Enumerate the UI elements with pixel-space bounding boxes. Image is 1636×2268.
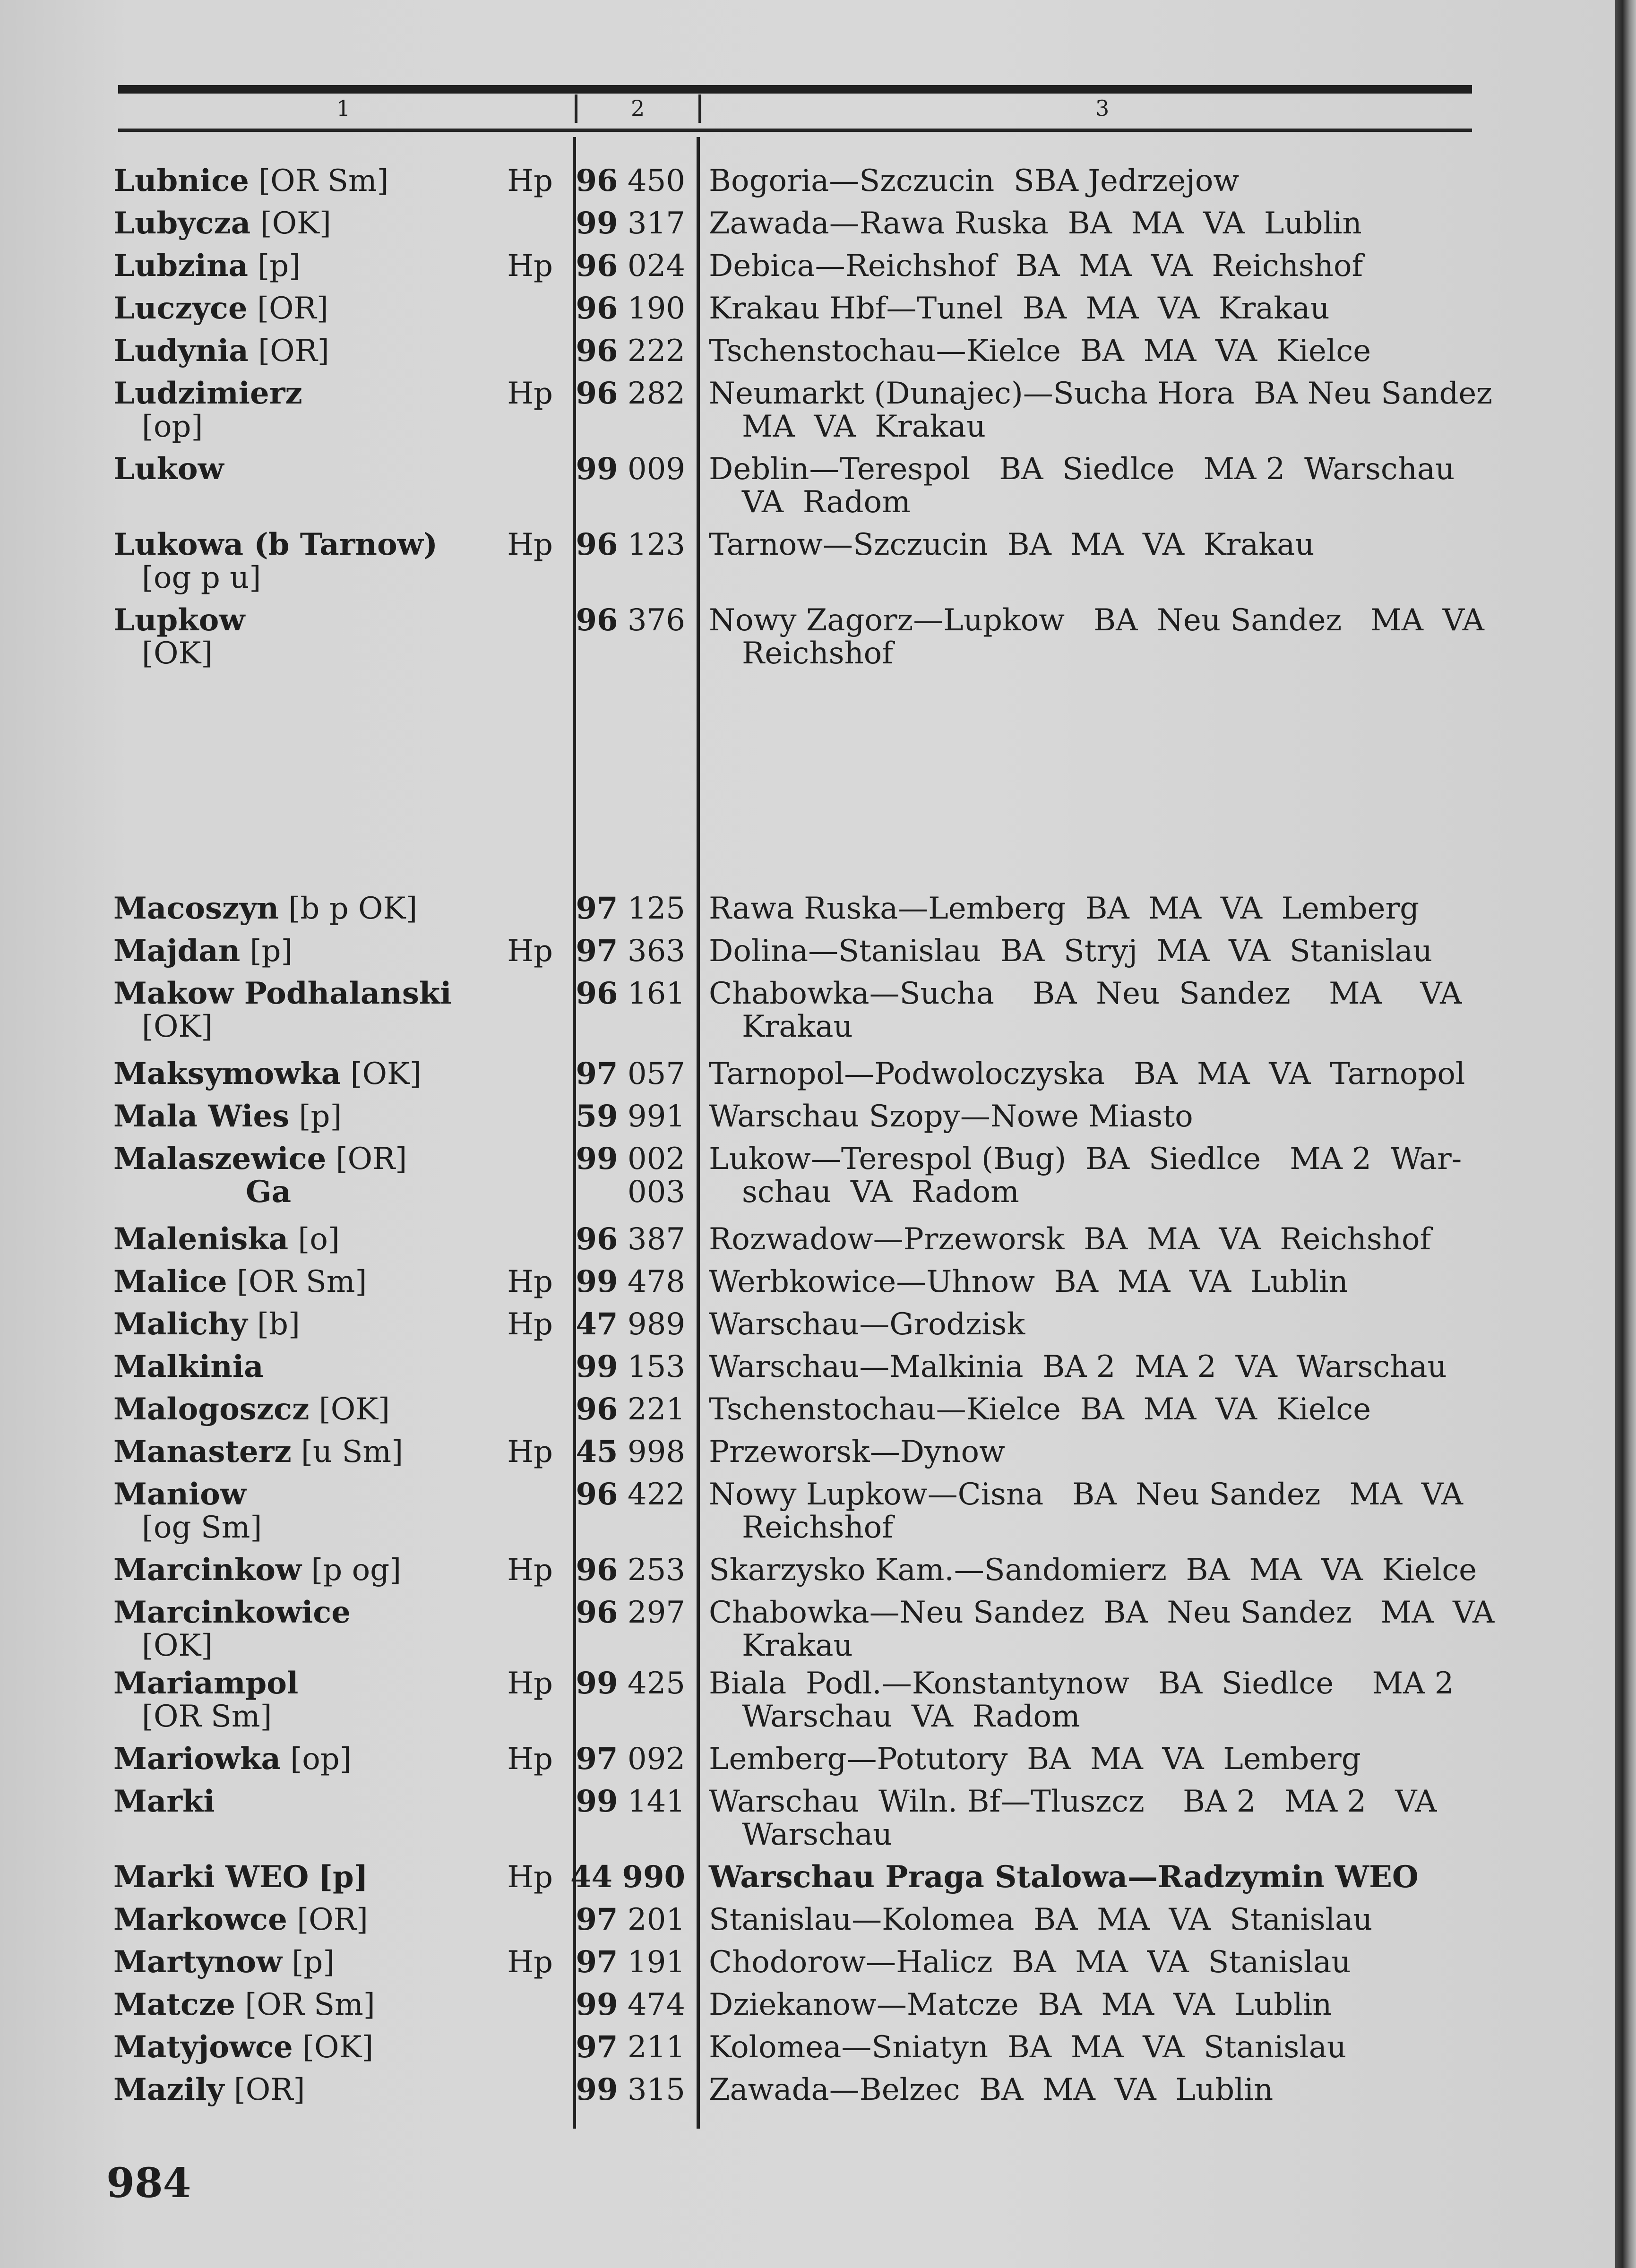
station-code-prefix: 99 [576,451,618,487]
station-code-prefix: 99 [576,1784,618,1819]
station-code-number: 222 [627,334,685,369]
station-code-prefix: 99 [576,1264,618,1299]
station-qualifier: [OK] [350,1057,422,1091]
station-code-number: 092 [627,1742,685,1777]
station-code-prefix: 99 [576,2072,618,2107]
station-code-cell [558,1988,685,2021]
station-code-prefix: 47 [576,1306,618,1342]
station-qualifier: [OR] [297,1902,368,1937]
stop-type: Hp [507,527,553,562]
station-name: Mazily [113,2072,224,2107]
station-code-number: 998 [627,1435,685,1469]
station-code-cell [558,292,685,325]
station-code-number: 009 [627,452,685,487]
station-name-cell [113,164,539,198]
stop-type: Hp [507,1860,553,1895]
route-description-cell [709,892,1479,925]
station-name: Martynow [113,1944,283,1980]
station-name-cell [113,1350,539,1383]
route-description: Tschenstochau—Kielce BA MA VA Kielce [709,334,1371,369]
station-name: Maksymowka [113,1056,341,1091]
route-description-cell [709,1785,1479,1851]
column-number-2: 2 [631,95,645,121]
route-description-cell [709,977,1479,1043]
station-name-line2: [og Sm] [142,1510,262,1545]
station-code-number: 201 [627,1902,685,1937]
route-description: Warschau Praga Stalowa—Radzymin WEO [709,1859,1419,1895]
route-description: Krakau Hbf—Tunel BA MA VA Krakau [709,291,1330,326]
station-name: Marcinkow [113,1552,301,1588]
station-name: Lubnice [113,163,249,198]
station-code-cell [558,335,685,368]
station-code-cell [558,249,685,283]
route-description-cell [709,249,1479,283]
station-name: Malice [113,1264,227,1299]
station-code-cell [558,1743,685,1776]
station-name-cell [113,604,539,670]
station-code-cell [558,604,685,637]
stop-type: Hp [507,249,553,284]
station-code-number: 253 [627,1553,685,1588]
station-code-prefix: 97 [576,2029,618,2065]
station-qualifier: [p] [250,934,293,969]
column-number-1: 1 [336,95,351,121]
route-description-cell [709,207,1479,240]
station-name-cell [113,2031,539,2064]
station-qualifier: [p og] [311,1553,402,1588]
station-code-prefix: 96 [576,976,618,1011]
station-name-cell [113,1223,539,1256]
station-qualifier: [OR] [257,291,328,326]
column-number-3: 3 [1095,95,1110,121]
header-divider-2 [698,94,701,123]
station-code-prefix: 96 [576,527,618,562]
station-qualifier: [OR] [233,2072,305,2107]
station-code-cell [558,1435,685,1469]
route-description-cell [709,1308,1479,1341]
station-code-prefix: 97 [576,1944,618,1980]
route-description: Deblin—Terespol BA Siedlce MA 2 Warschau [709,452,1455,487]
station-code-prefix: 99 [576,1349,618,1384]
route-description: Chabowka—Neu Sandez BA Neu Sandez MA VA [709,1595,1495,1630]
station-name-cell [113,2073,539,2106]
route-description: Nowy Zagorz—Lupkow BA Neu Sandez MA VA [709,603,1484,638]
station-name-cell [113,1143,539,1209]
route-description-cell [709,164,1479,198]
station-code-prefix: 99 [576,1987,618,2022]
stop-type: Hp [507,1666,553,1701]
station-name: Matyjowce [113,2029,293,2065]
station-qualifier: [op] [290,1742,352,1777]
station-code-prefix: 96 [576,602,618,638]
station-code-cell [558,2073,685,2106]
station-name: Marcinkowice [113,1595,351,1630]
stop-type: Hp [507,1435,553,1469]
station-code-number: 211 [627,2030,685,2065]
station-code-cell [558,1667,685,1700]
station-code-cell [558,1265,685,1298]
station-qualifier: [OR Sm] [245,1987,375,2022]
station-code-cell [558,1785,685,1818]
station-name: Lupkow [113,602,245,638]
station-name-cell [113,1946,539,1979]
route-description-cell [709,1223,1479,1256]
station-name-cell [113,1743,539,1776]
station-code-number: 478 [627,1264,685,1299]
stop-type: Hp [507,163,553,198]
station-qualifier: [b] [257,1307,300,1342]
station-code-cell [558,1393,685,1426]
route-description-cell [709,1393,1479,1426]
station-code-number: 422 [627,1477,685,1512]
route-description-cell [709,453,1479,519]
page-edge-shadow [1615,0,1636,2268]
route-description-cell [709,1903,1479,1936]
station-name-cell [113,453,539,486]
station-qualifier: [OK] [319,1392,390,1427]
station-name: Ludynia [113,333,249,369]
route-description: Nowy Lupkow—Cisna BA Neu Sandez MA VA [709,1477,1463,1512]
station-code-prefix: 44 [570,1859,613,1895]
station-code-prefix: 99 [576,1666,618,1701]
route-description: Biala Podl.—Konstantynow BA Siedlce MA 2 [709,1666,1454,1701]
station-code-cell [558,377,685,410]
station-qualifier: [u Sm] [301,1435,404,1469]
station-name: Makow Podhalanski [113,976,452,1011]
station-code-number: 297 [627,1595,685,1630]
route-description: Zawada—Belzec BA MA VA Lublin [709,2072,1274,2107]
station-code-prefix: 96 [576,1392,618,1427]
station-code-prefix: 97 [576,1741,618,1777]
station-code-number: 125 [627,891,685,926]
stop-type: Hp [507,1945,553,1980]
station-code-cell [558,935,685,968]
station-name-cell [113,377,539,443]
route-description-cell [709,935,1479,968]
stop-type: Hp [507,1264,553,1299]
station-name: Malogoszcz [113,1392,310,1427]
route-description: Lemberg—Potutory BA MA VA Lemberg [709,1742,1361,1777]
station-name-cell [113,935,539,968]
station-code-cell [558,892,685,925]
station-qualifier: [o] [298,1222,340,1257]
station-code-cell [558,1057,685,1091]
station-code-cell [558,1223,685,1256]
route-description: Przeworsk—Dynow [709,1435,1005,1469]
station-code-number: 989 [627,1307,685,1342]
route-description-line2: Warschau VA Radom [742,1699,1080,1734]
station-code-number: 450 [627,163,685,198]
stop-type: Hp [507,376,553,411]
route-description: Stanislau—Kolomea BA MA VA Stanislau [709,1902,1373,1937]
station-code-number: 191 [627,1945,685,1980]
route-description: Tschenstochau—Kielce BA MA VA Kielce [709,1392,1371,1427]
page-number: 984 [106,2159,191,2207]
station-code-cell [558,164,685,198]
station-name: Luczyce [113,291,248,326]
stop-type: Hp [507,1742,553,1777]
station-name-cell [113,207,539,240]
route-description-cell [709,1265,1479,1298]
station-code-cell [558,1554,685,1587]
station-qualifier: [OK] [302,2030,374,2065]
route-description-cell [709,1595,1495,1663]
route-description: Chabowka—Sucha BA Neu Sandez MA VA [709,976,1462,1011]
station-name-cell [113,1100,539,1133]
station-code-prefix: 96 [576,248,618,284]
route-description-cell [709,1554,1479,1587]
station-name: Manasterz [113,1434,292,1469]
route-description: Kolomea—Sniatyn BA MA VA Stanislau [709,2030,1347,2065]
station-code-number: 153 [627,1349,685,1384]
station-code-cell [558,1350,685,1383]
station-code-number: 387 [627,1222,685,1257]
station-qualifier: [p] [292,1945,335,1980]
station-name-cell [113,977,539,1043]
station-name-line2: [OK] [142,636,213,671]
route-description-cell [709,1478,1479,1544]
station-name: Macoszyn [113,891,279,926]
header-rule-bottom [118,129,1472,132]
station-code-number: 376 [627,603,685,638]
station-name-line2: Ga [246,1174,292,1210]
station-code-prefix: 96 [576,1552,618,1588]
station-code-number: 282 [627,376,685,411]
header-rule-top [118,85,1472,94]
station-code-prefix: 97 [576,891,618,926]
station-name-cell [113,1554,539,1587]
route-description-cell [709,376,1492,444]
route-description-cell [709,1350,1479,1383]
station-code-cell [558,207,685,240]
station-code-cell [558,977,685,1010]
station-name: Lubycza [113,206,251,241]
station-name-cell [113,1393,539,1426]
station-name: Majdan [113,933,241,969]
station-name-line2: [OK] [142,1628,213,1663]
station-name: Ludzimierz [113,376,302,411]
station-code-number: 161 [627,976,685,1011]
route-description: Bogoria—Szczucin SBA Jedrzejow [709,163,1240,198]
station-name-line2: [OR Sm] [142,1699,272,1734]
station-name: Lubzina [113,248,248,284]
station-code-cell [558,1100,685,1133]
route-description-line2: schau VA Radom [742,1175,1019,1210]
stop-type: Hp [507,934,553,969]
station-code-prefix: 96 [576,291,618,326]
station-code-number: 363 [627,934,685,969]
station-code-prefix: 96 [576,163,618,198]
station-code-prefix: 45 [576,1434,618,1469]
route-description-cell [709,1743,1479,1776]
route-description: Lukow—Terespol (Bug) BA Siedlce MA 2 War- [709,1142,1462,1177]
station-name: Malichy [113,1306,248,1342]
station-name: Maleniska [113,1221,289,1257]
header-divider-1 [575,94,577,123]
route-description: Rawa Ruska—Lemberg BA MA VA Lemberg [709,891,1420,926]
station-code-number: 190 [627,291,685,326]
station-code-cell [558,453,685,486]
station-qualifier: [p] [258,249,301,284]
station-name-cell [113,528,539,594]
station-code-number: 317 [627,206,685,241]
station-name: Markowce [113,1902,287,1937]
station-code-number: 991 [627,1099,685,1134]
column-divider-right [697,137,700,2129]
route-description-line2: Krakau [742,1628,853,1663]
station-code-number: 221 [627,1392,685,1427]
station-code-number: 990 [622,1859,685,1895]
station-name-cell [113,1265,539,1298]
station-name-cell [113,1667,539,1733]
station-code-cell [558,2031,685,2064]
route-description-cell [709,1057,1479,1091]
station-name-line2: [op] [142,409,203,444]
station-name-cell [113,1596,539,1662]
station-name-cell [113,249,539,283]
station-code-number: 315 [627,2072,685,2107]
station-name: Lukowa (b Tarnow) [113,527,438,562]
route-description-line2: Reichshof [742,636,893,671]
station-code-prefix: 96 [576,1595,618,1630]
station-code-number: 002 [627,1142,685,1177]
route-description-cell [709,1861,1479,1894]
station-name: Matcze [113,1987,235,2022]
route-description: Warschau Wiln. Bf—Tluszcz BA 2 MA 2 VA [709,1784,1437,1819]
station-code-cell [558,1308,685,1341]
route-description: Chodorow—Halicz BA MA VA Stanislau [709,1945,1351,1980]
station-code-prefix: 97 [576,1902,618,1937]
station-name: Maniow [113,1477,246,1512]
station-name-cell [113,1861,539,1894]
route-description-line2: Warschau [742,1817,893,1852]
route-description-line2: Reichshof [742,1510,893,1545]
station-code-line2: 003 [627,1175,685,1210]
station-name: Lukow [113,451,224,487]
station-qualifier: [OR] [336,1142,407,1177]
station-name: Mala Wies [113,1099,290,1134]
route-description: Dolina—Stanislau BA Stryj MA VA Stanislau [709,934,1433,969]
station-name-line2: [og p u] [142,560,261,595]
station-name-cell [113,1785,539,1818]
station-name-cell [113,1435,539,1469]
route-description: Warschau—Grodzisk [709,1307,1025,1342]
route-description: Debica—Reichshof BA MA VA Reichshof [709,249,1363,284]
route-description: Neumarkt (Dunajec)—Sucha Hora BA Neu Sandez [709,376,1492,411]
route-description-cell [709,335,1479,368]
route-description-cell [709,1667,1479,1733]
station-code-prefix: 97 [576,1056,618,1091]
station-code-number: 024 [627,249,685,284]
station-code-prefix: 96 [576,1477,618,1512]
station-name-cell [113,1988,539,2021]
station-name-cell [113,1903,539,1936]
station-code-number: 123 [627,527,685,562]
station-code-number: 057 [627,1057,685,1091]
station-name-cell [113,292,539,325]
route-description-cell [709,528,1479,561]
route-description: Zawada—Rawa Ruska BA MA VA Lublin [709,206,1362,241]
route-description-cell [709,1100,1479,1133]
route-description-cell [709,2073,1479,2106]
route-description: Dziekanow—Matcze BA MA VA Lublin [709,1987,1332,2022]
route-description: Warschau Szopy—Nowe Miasto [709,1099,1193,1134]
station-name: Mariowka [113,1741,281,1777]
station-code-prefix: 99 [576,1141,618,1177]
route-description-cell [709,2031,1479,2064]
route-description-cell [709,1435,1479,1469]
station-code-cell [558,1903,685,1936]
route-description: Rozwadow—Przeworsk BA MA VA Reichshof [709,1222,1431,1257]
station-qualifier: [b p OK] [288,891,418,926]
station-code-number: 474 [627,1987,685,2022]
route-description: Tarnow—Szczucin BA MA VA Krakau [709,527,1315,562]
station-code-prefix: 99 [576,206,618,241]
station-code-number: 141 [627,1784,685,1819]
station-name: Malaszewice [113,1141,327,1177]
station-qualifier: [OR Sm] [236,1264,367,1299]
station-qualifier: [p] [299,1099,342,1134]
stop-type: Hp [507,1553,553,1588]
station-code-cell [558,1478,685,1511]
station-code-cell [558,1143,685,1209]
station-code-prefix: 96 [576,333,618,369]
station-qualifier: [p] [318,1859,369,1895]
route-description-cell [709,1988,1479,2021]
station-name: Marki WEO [113,1859,309,1895]
station-qualifier: [OR] [258,334,329,369]
station-name-cell [113,335,539,368]
station-code-prefix: 96 [576,1221,618,1257]
route-description-cell [709,292,1479,325]
route-description: Tarnopol—Podwoloczyska BA MA VA Tarnopol [709,1057,1465,1091]
station-code-cell [558,1596,685,1629]
station-code-prefix: 59 [576,1099,618,1134]
station-name-cell [113,892,539,925]
station-name-cell [113,1308,539,1341]
route-description-cell [709,1143,1479,1209]
station-qualifier: [OK] [260,206,331,241]
station-code-prefix: 96 [576,376,618,411]
route-description-line2: MA VA Krakau [742,409,986,444]
route-description: Werbkowice—Uhnow BA MA VA Lublin [709,1264,1348,1299]
station-qualifier: [OR Sm] [258,163,389,198]
station-code-prefix: 97 [576,933,618,969]
station-code-cell [558,1946,685,1979]
route-description-line2: VA Radom [742,485,911,520]
route-description-cell [709,1946,1479,1979]
station-name-cell [113,1478,539,1544]
stop-type: Hp [507,1307,553,1342]
station-code-cell [558,528,685,561]
route-description-cell [709,603,1484,671]
route-description-line2: Krakau [742,1009,853,1044]
station-name-cell [113,1057,539,1091]
station-name: Marki [113,1784,215,1819]
station-name-line2: [OK] [142,1009,213,1044]
station-code-cell [558,1861,685,1894]
station-code-number: 425 [627,1666,685,1701]
station-name: Mariampol [113,1666,299,1701]
station-name: Malkinia [113,1349,264,1384]
route-description: Warschau—Malkinia BA 2 MA 2 VA Warschau [709,1349,1447,1384]
route-description: Skarzysko Kam.—Sandomierz BA MA VA Kielce [709,1553,1477,1588]
